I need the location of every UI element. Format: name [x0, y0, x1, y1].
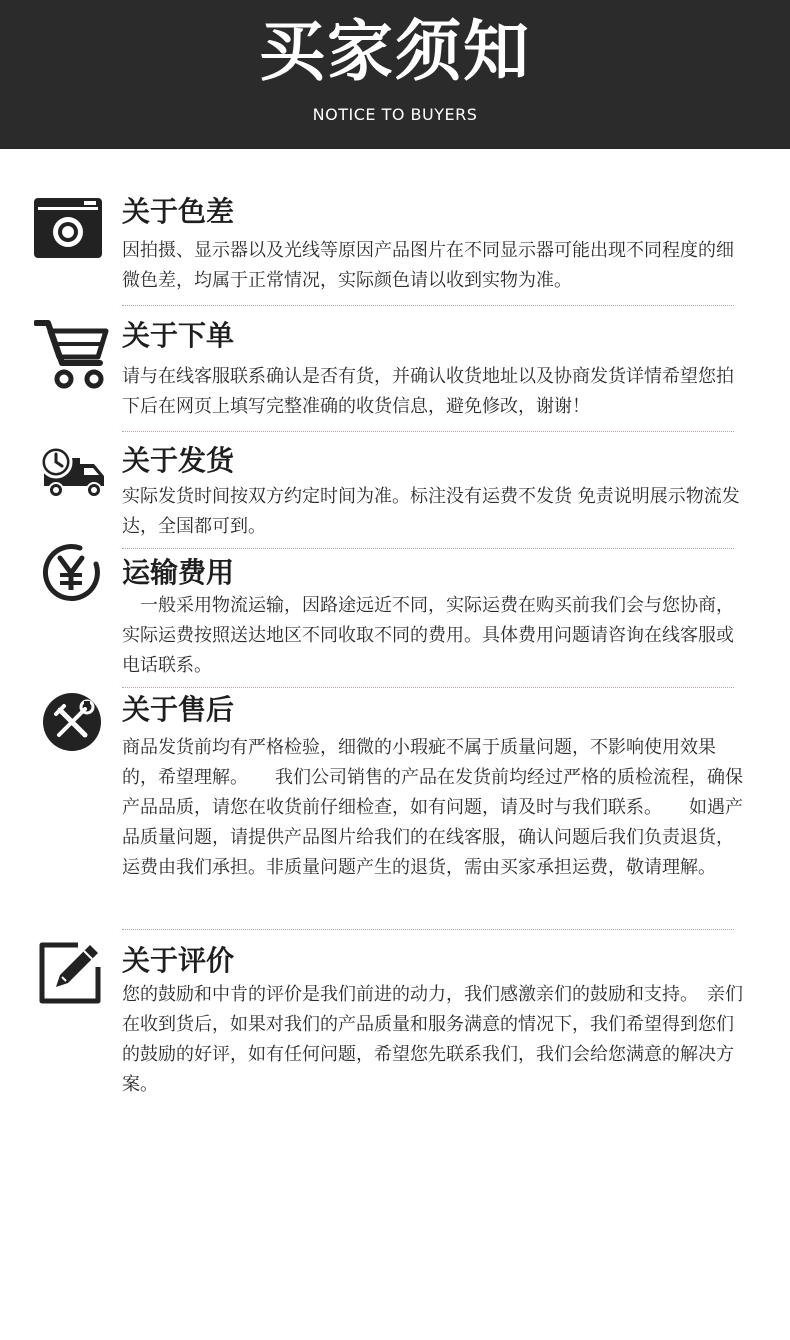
section-title: 关于发货: [122, 444, 235, 477]
section-title: 运输费用: [122, 556, 235, 589]
section-body: 实际发货时间按双方约定时间为准。标注没有运费不发货 免责说明展示物流发达，全国都可到。: [122, 486, 740, 537]
header-banner: [0, 0, 790, 149]
shopping-cart-icon: [34, 319, 110, 391]
section-body: 请与在线客服联系确认是否有货，并确认收货地址以及协商发货详情希望您拍下后在网页上填写完整准确的收货信息，避免修改，谢谢！: [122, 366, 734, 417]
divider: [122, 687, 734, 688]
divider: [122, 305, 734, 306]
page-title: 买家须知: [259, 13, 531, 90]
camera-icon: [32, 195, 104, 261]
divider: [122, 548, 734, 549]
section-title: 关于售后: [122, 693, 235, 726]
section-body: 一般采用物流运输，因路途远近不同，实际运费在购买前我们会与您协商，实际运费按照送达地区不同收取不同的费用。具体费用问题请咨询在线客服或电话联系。: [122, 595, 734, 676]
divider: [122, 431, 734, 432]
divider: [122, 929, 734, 930]
page-subtitle: NOTICE TO BUYERS: [312, 105, 478, 124]
section-body: 商品发货前均有严格检验，细微的小瑕疵不属于质量问题，不影响使用效果的，希望理解。 我们公司销售的产品在发货前均经过严格的质检流程，确保产品品质，请您在收货前仔细检查，如有问题，请及时与我们联系。 如遇产品质量问题，请提供产品图片给我们的在线客服，确认问题后我们负责退货，运费由我们承担。非质量问题产生的退货，需由买家承担运费，敬请理解。: [122, 737, 743, 878]
delivery-truck-icon: [38, 444, 106, 500]
edit-icon: [38, 941, 102, 1005]
section-body: 因拍摄、显示器以及光线等原因产品图片在不同显示器可能出现不同程度的细微色差，均属于正常情况，实际颜色请以收到实物为准。: [122, 240, 734, 291]
section-title: 关于下单: [122, 319, 235, 352]
section-title: 关于评价: [122, 944, 235, 977]
yen-icon: [40, 542, 102, 604]
tools-icon: [42, 692, 102, 752]
section-body: 您的鼓励和中肯的评价是我们前进的动力，我们感激亲们的鼓励和支持。 亲们在收到货后，如果对我们的产品质量和服务满意的情况下，我们希望得到您们的鼓励的好评，如有任何问题，希望您先联系我们，我们会给您满意的解决方案。: [122, 984, 743, 1095]
section-title: 关于色差: [122, 195, 235, 228]
